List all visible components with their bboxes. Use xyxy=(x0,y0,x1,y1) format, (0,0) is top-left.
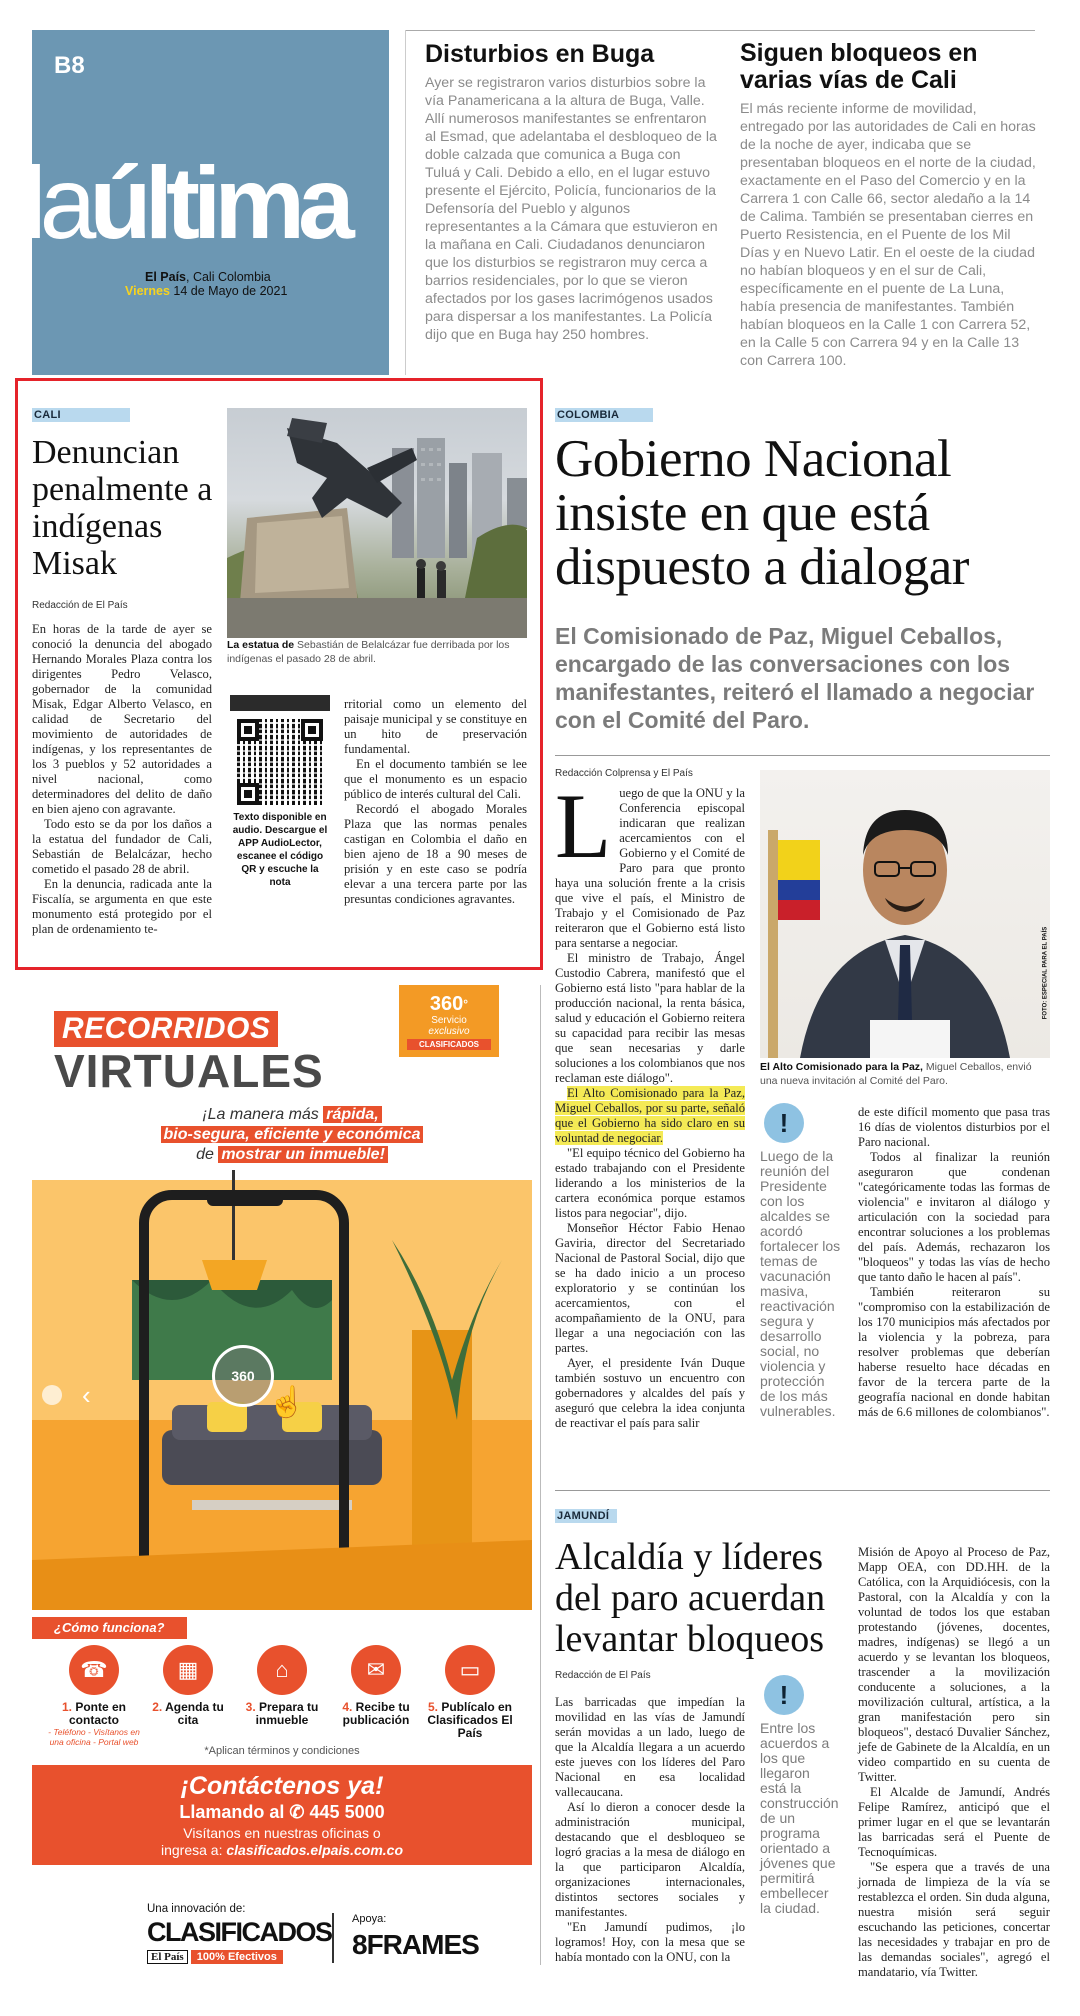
paragraph: Así lo dieron a conocer desde la administración municipal, destacando que el desbloqueo se logró gracias a la mesa de diálogo en la que participaron Alcaldía, organizaciones internacionales, distintos sectores sociales y manifestantes. xyxy=(555,1800,745,1919)
section-tag: JAMUNDÍ xyxy=(555,1509,617,1523)
masthead xyxy=(24,30,389,375)
brief-title: Siguen bloqueos en varias vías de Cali xyxy=(740,39,978,94)
step: ✉ 4. Recibe tu publicación xyxy=(329,1645,423,1755)
statue-illustration xyxy=(227,408,527,638)
brief-text: Ayer se registraron varios disturbios sobre la vía Panamericana a la altura de Buga, Valle. Allí numerosos manifestantes se enfrentaron al Esmad, que adelantaba el desbloqueo de la doble calzada que comunica a Buga con Tuluá y Cali. Debido a ello, en el lugar estuvo presente el Ejército, Policía, funcionarios de la Defensoría del Pueblo y algunos representantes a la Cámara que estuvieron en la mañana en Cali. Ciudadanos denunciaron que los disturbios se registraron muy cerca a barrios residenciales, por lo que se vieron afectados por los gases lacrimógenos usados para dispersar a los manifestantes. La Policía dijo que en Buga hay 250 hombres. xyxy=(425,75,718,343)
devices-icon: ▭ xyxy=(445,1645,495,1695)
jamundi-col1 xyxy=(555,1695,745,1965)
contact-icon: ☎ xyxy=(69,1645,119,1695)
brief-cali xyxy=(740,40,1040,370)
brand-sub: El País 100% Efectivos xyxy=(147,1951,283,1963)
hand-cursor-icon: ☝ xyxy=(268,1386,306,1419)
advertisement[interactable] xyxy=(32,985,532,1880)
divider xyxy=(555,1490,1050,1491)
paragraph: "El equipo técnico del Gobierno ha estado trabajando con el Presidente liderando a los ministerios de la cartera económica porque estamos listos para negociar", dijo. xyxy=(555,1146,745,1220)
gobierno-col1 xyxy=(555,775,745,1431)
paragraph: El ministro de Trabajo, Ángel Custodio Cabrera, manifestó que el Gobierno está listo "para hablar de la producción nacional, la renta básica, salud y educación el Gobierno reitera su capacidad para recibir las mesas que sean necesarias y darle soluciones a los colombianos que nos reclaman este diálogo". xyxy=(555,951,745,1085)
step: ⌂ 3. Prepara tu inmueble xyxy=(235,1645,329,1755)
view-360-icon[interactable]: 360 xyxy=(212,1345,274,1407)
paragraph: "Se espera que a través de una jornada de limpieza de la vía se restablezca el orden. Sin duda alguna, nuestra misión será seguir escuchando las peticiones, concertar las necesidades y trabajar en pro de las demandas sociales", agregó el mandatario, vía Twitter. xyxy=(858,1860,1050,1979)
paragraph xyxy=(555,1086,745,1146)
section-tag: COLOMBIA xyxy=(555,408,653,422)
ceballos-photo xyxy=(760,770,1050,1058)
qr-block xyxy=(230,695,330,889)
article-subtitle: El Comisionado de Paz, Miguel Ceballos, encargado de las conversaciones con los manifestantes, reiteró el llamado a negociar con el Comité del Paro. xyxy=(555,623,1035,733)
paragraph: Las barricadas que impedían la movilidad en las vías de Jamundí serán movidas a un lado, luego de que la Alcaldía llegara a un acuerdo este jueves con los líderes del Paro Nacional en esa localidad vallecaucana. xyxy=(555,1695,745,1799)
article-headline: Denuncian penalmente a indígenas Misak xyxy=(32,434,213,582)
column-rule xyxy=(540,985,541,1965)
column-rule xyxy=(405,30,406,375)
masthead-paper: El País, Cali Colombia xyxy=(145,270,271,284)
jamundi-col3 xyxy=(858,1545,1050,1980)
gobierno-article xyxy=(555,400,1050,1470)
photo-caption: La estatua de Sebastián de Belalcázar fue derribada por los indígenas el pasado 28 de abril. xyxy=(227,639,510,665)
paragraph: En horas de la tarde de ayer se conoció la denuncia del abogado Hernando Morales Plaza contra los dirigentes Pedro Velasco, gobernador de la comunidad Misak, Edgar Alberto Velasco, en calidad de Secretario del movimiento de autoridades de indígenas, y los representantes de los 3 pueblos y 52 autoridades a nivel nacional, como determinadores del delito de daño en bien ajeno con agravante. xyxy=(32,622,212,816)
misak-col1 xyxy=(32,622,212,937)
exclusive-badge: 360° Servicio exclusivo CLASIFICADOS xyxy=(399,985,499,1057)
byline: Redacción de El País xyxy=(32,600,128,611)
innovation-label: Una innovación de: xyxy=(147,1903,246,1915)
article-headline: Alcaldía y líderes del paro acuerdan levantar bloqueos xyxy=(555,1536,826,1660)
paragraph: También reiteraron su "compromiso con la estabilización de los 170 municipios más afectados por la violencia y la pobreza, para resolver problemas que deberían haberse resuelto hace décadas en favor de la tercera parte de la geografía nacional en donde habitan más de 6.6 millones de colombianos". xyxy=(858,1285,1050,1419)
brief-text: El más reciente informe de movilidad, entregado por las autoridades de Cali en horas de la noche de ayer, indicaba que se presentaban bloqueos en el norte de la ciudad, exactamente en el Paso del Comercio y en la Carrera 1 con Calle 66, sector aledaño a la 14 de Calima. También se presentaban cierres en Puerto Resistencia, en el Puente de los Mil Días y en Nuevo Latir. En el oeste de la ciudad no habían bloqueos y en el sur de Cali, específicamente en el puente de La Luna, había presencia de manifestantes. También habían bloqueos en la Calle 1 con Carrera 52, en la Calle 5 con Carrera 94 y en la Calle 13 con Carrera 100. xyxy=(740,101,1036,369)
paragraph: rritorial como un elemento del paisaje municipal y se constituye en un hito de preservación fundamental. xyxy=(344,697,527,756)
divider xyxy=(555,755,1050,756)
clasificados-logo: CLASIFICADOS xyxy=(147,1917,332,1947)
masthead-date: Viernes 14 de Mayo de 2021 xyxy=(125,284,288,298)
byline: Redacción Colprensa y El País xyxy=(555,768,693,779)
article-headline: Gobierno Nacional insiste en que está dispuesto a dialogar xyxy=(555,430,969,596)
divider xyxy=(332,1913,334,1963)
statue-photo xyxy=(227,408,534,638)
ad-footer xyxy=(32,1895,532,1975)
pull-quote xyxy=(760,1103,842,1419)
paragraph: "En Jamundí pudimos, ¡lo logramos! Hoy, con la mesa que se había montado con la ONU, con la xyxy=(555,1920,745,1964)
step: ▭ 5. Publícalo en Clasificados El País xyxy=(423,1645,517,1755)
highlighted-quote: El Alto Comisionado para la Paz, Miguel Ceballos, por su parte, señaló que el Gobierno ha sido claro en su voluntad de negociar. xyxy=(555,1086,745,1145)
8frames-logo: 8FRAMES xyxy=(352,1929,479,1960)
step: ☎ 1. Ponte en contacto - Teléfono - Visítanos en una oficina - Portal web xyxy=(47,1645,141,1755)
jamundi-article xyxy=(555,1505,1050,1979)
qr-text: Texto disponible en audio. Descargue el APP AudioLector, escanee el código QR y escuche la nota xyxy=(232,812,328,888)
qr-header-bar xyxy=(230,695,330,711)
pull-quote-text: Luego de la reunión del Presidente con los alcaldes se acordó fortalecer los temas de vacunación masiva, reactivación segura y desarrollo social, no violencia y protección de los más vulnerables. xyxy=(760,1148,841,1419)
drop-cap: L xyxy=(555,775,612,877)
photo-credit: FOTO: ESPECIAL PARA EL PAÍS xyxy=(1042,926,1049,1020)
paragraph: uego de que la ONU y la Conferencia episcopal indicaran que realizan acercamientos con el Gobierno y el Comité de Paro para que pronto haya una solución frente a la crisis que vive el país, el Ministro de Trabajo y el Comisionado de Paz reiteraron que el Gobierno está listo para sentarse a negociar. xyxy=(555,786,745,950)
top-divider xyxy=(405,30,1035,31)
steps xyxy=(47,1645,517,1755)
ad-tagline: ¡La manera más rápida, bio-segura, eficiente y económica de mostrar un inmueble! xyxy=(92,1105,492,1165)
paragraph: Ayer, el presidente Iván Duque también sostuvo un encuentro con gobernadores y alcaldes del país y aseguró que celebra la idea conjunta de reactivar el país para salir xyxy=(555,1356,745,1430)
how-it-works-label: ¿Cómo funciona? xyxy=(32,1617,187,1639)
phone-icon: ✆ xyxy=(289,1802,305,1822)
gobierno-col3 xyxy=(858,1105,1050,1420)
step: ▦ 2. Agenda tu cita xyxy=(141,1645,235,1755)
contact-cta[interactable]: ¡Contáctenos ya! Llamando al ✆ 445 5000 Visítanos en nuestras oficinas o ingresa a: clasificados.elpais.com.co xyxy=(32,1765,532,1865)
brief-buga xyxy=(425,40,718,344)
paragraph: En el documento también se lee que el monumento es un espacio público de interés cultural del Cali. xyxy=(344,757,527,801)
publication-icon: ✉ xyxy=(351,1645,401,1695)
paragraph: El Alcalde de Jamundí, Andrés Felipe Ramírez, anticipó que el primer lugar en el que se levantarán las barricadas será el Puente de Tecnoquímicas. xyxy=(858,1785,1050,1859)
ad-scene xyxy=(32,1180,532,1610)
paragraph: de este difícil momento que pasa tras 16 días de violentos disturbios por el Paro nacional. xyxy=(858,1105,1050,1149)
misak-col3 xyxy=(344,697,527,907)
paragraph: Recordó el abogado Morales Plaza que las normas penales castigan en Colombia el daño en bien ajeno de 18 a 90 meses de prisión y en este caso se podría elevar a una tercera parte por las presuntas condiciones agravantes. xyxy=(344,802,527,906)
photo-credit: FOTO: ARCHIVO EL PAÍS xyxy=(527,524,534,598)
exclamation-icon: ! xyxy=(764,1675,804,1715)
paragraph: Todos al finalizar la reunión aseguraron que condenan "categóricamente todas las formas de violencia" e invitaron al diálogo y articulación con la sociedad para encontrar soluciones a los problemas del país. Además, rechazaron los "bloqueos" y todas las vías de hecho que tanto daño le hacen al país". xyxy=(858,1150,1050,1284)
qr-code[interactable] xyxy=(237,719,323,805)
pull-quote-text: Entre los acuerdos a los que llegaron está la construcción de un programa orientado a jóvenes que permitirá embellecer la ciudad. xyxy=(760,1720,839,1916)
byline: Redacción de El País xyxy=(555,1670,651,1681)
misak-article xyxy=(32,400,534,960)
section-logo: laúltima xyxy=(24,146,348,260)
terms: *Aplican términos y condiciones xyxy=(204,1745,360,1757)
paragraph: Monseñor Héctor Fabio Henao Gaviria, director del Secretariado Nacional de Pastoral Social, dijo que se ha dado inicio a un proceso exploratorio y se continúan los acercamientos, con el acompañamiento de la ONU, para llegar a una negociación con las partes. xyxy=(555,1221,745,1355)
prev-arrow-icon[interactable]: ‹ xyxy=(82,1380,91,1410)
apoya-label: Apoya: xyxy=(352,1913,387,1925)
paragraph: Todo esto se da por los daños a la estatua del fundador de Cali, Sebastián de Belalcázar, hecho cometido el pasado 28 de abril. xyxy=(32,817,212,876)
brief-title: Disturbios en Buga xyxy=(425,40,655,68)
exclamation-icon: ! xyxy=(764,1103,804,1143)
photo-caption: El Alto Comisionado para la Paz, Miguel Ceballos, envió una nueva invitación al Comité del Paro. xyxy=(760,1061,1032,1087)
paragraph: Misión de Apoyo al Proceso de Paz, Mapp OEA, con DD.HH. de la Católica, con la Arquidiócesis, con la Pastoral, con la Alcaldía y con la voluntad de todos los que estaban protestando (jóvenes, docentes, madres, indígenas) se llegó a un acuerdo y se levantan los bloqueos, trascender a la movilización conducente a soluciones, a la movilización cultural, artística, a la gran manifestación pero sin bloqueos", destacó Duvalier Sánchez, jefe de Gabinete de la Alcaldía, en un video compartido en su cuenta de Twitter. xyxy=(858,1545,1050,1784)
calendar-icon: ▦ xyxy=(163,1645,213,1695)
ad-title-1: RECORRIDOS xyxy=(54,1011,278,1047)
ad-title-2: VIRTUALES xyxy=(54,1045,324,1097)
section-tag: CALI xyxy=(32,408,130,422)
portrait-illustration xyxy=(760,770,1050,1058)
page-number: B8 xyxy=(54,52,85,79)
pull-quote xyxy=(760,1675,840,1916)
house-icon: ⌂ xyxy=(257,1645,307,1695)
paragraph: En la denuncia, radicada ante la Fiscalía, se argumenta en que este monumento está protegido por el plan de ordenamiento te- xyxy=(32,877,212,936)
